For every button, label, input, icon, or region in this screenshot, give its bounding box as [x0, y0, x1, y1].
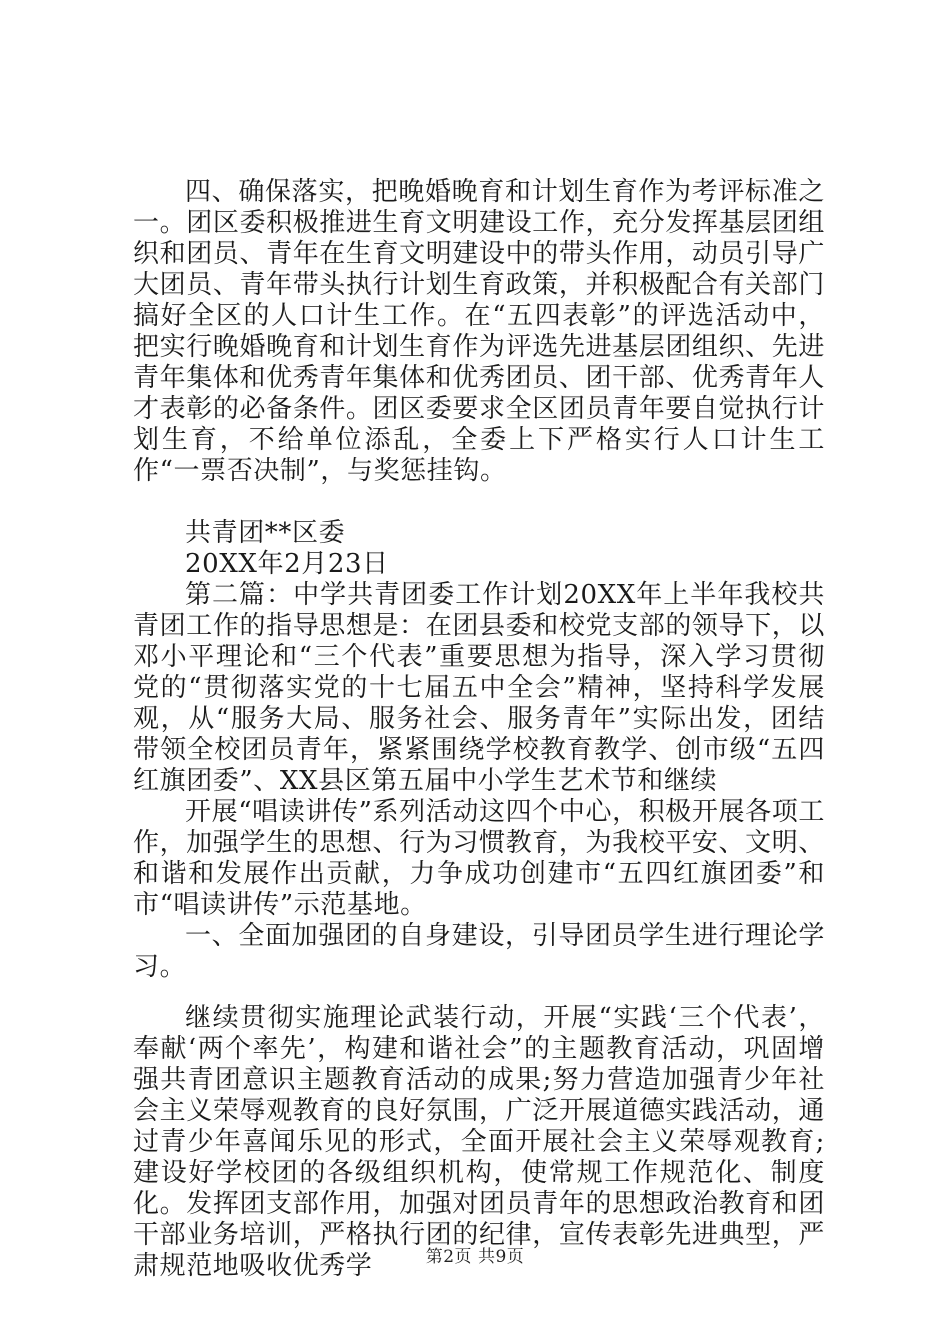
page-number: 第2页 共9页	[425, 1247, 525, 1267]
signature-date: 20XX年2月23日	[185, 549, 389, 579]
document-body	[133, 177, 825, 1282]
paragraph-gap	[133, 487, 825, 518]
paragraph-part-two-intro: 第二篇：中学共青团委工作计划20XX年上半年我校共青团工作的指导思想是：在团县委和校党支部的领导下，以邓小平理论和“三个代表”重要思想为指导，深入学习贯彻党的“贯彻落实党的十七届五中全会”精神，坚持科学发展观，从“服务大局、服务社会、服务青年”实际出发，团结带领全校团员青年，紧紧围绕学校教育教学、创市级“五四红旗团委”、XX县区第五届中小学生艺术节和继续	[133, 580, 825, 796]
signature-organization: 共青团**区委	[185, 518, 346, 548]
page-footer	[0, 1242, 950, 1267]
section-heading-one: 一、全面加强团的自身建设，引导团员学生进行理论学习。	[133, 921, 825, 982]
paragraph-section-four: 四、确保落实，把晚婚晚育和计划生育作为考评标准之一。团区委积极推进生育文明建设工作，充分发挥基层团组织和团员、青年在生育文明建设中的带头作用，动员引导广大团员、青年带头执行计划生育政策，并积极配合有关部门搞好全区的人口计生工作。在“五四表彰”的评选活动中，把实行晚婚晚育和计划生育作为评选先进基层团组织、先进青年集体和优秀青年集体和优秀团员、团干部、优秀青年人才表彰的必备条件。团区委要求全区团员青年要自觉执行计划生育，不给单位添乱，全委上下严格实行人口计生工作“一票否决制”，与奖惩挂钩。	[133, 177, 825, 486]
paragraph-theory-study: 继续贯彻实施理论武装行动，开展“实践‘三个代表’，奉献‘两个率先’，构建和谐社会”的主题教育活动，巩固增强共青团意识主题教育活动的成果;努力营造加强青少年社会主义荣辱观教育的良好氛围，广泛开展道德实践活动，通过青少年喜闻乐见的形式，全面开展社会主义荣辱观教育;建设好学校团的各级组织机构，使常规工作规范化、制度化。发挥团支部作用，加强对团员青年的思想政治教育和团干部业务培训，严格执行团的纪律，宣传表彰先进典型，严肃规范地吸收优秀学	[133, 1003, 825, 1281]
paragraph-gap	[133, 983, 825, 1003]
paragraph-part-two-continued: 开展“唱读讲传”系列活动这四个中心，积极开展各项工作，加强学生的思想、行为习惯教育，为我校平安、文明、和谐和发展作出贡献，力争成功创建市“五四红旗团委”和市“唱读讲传”示范基地。	[133, 797, 825, 920]
